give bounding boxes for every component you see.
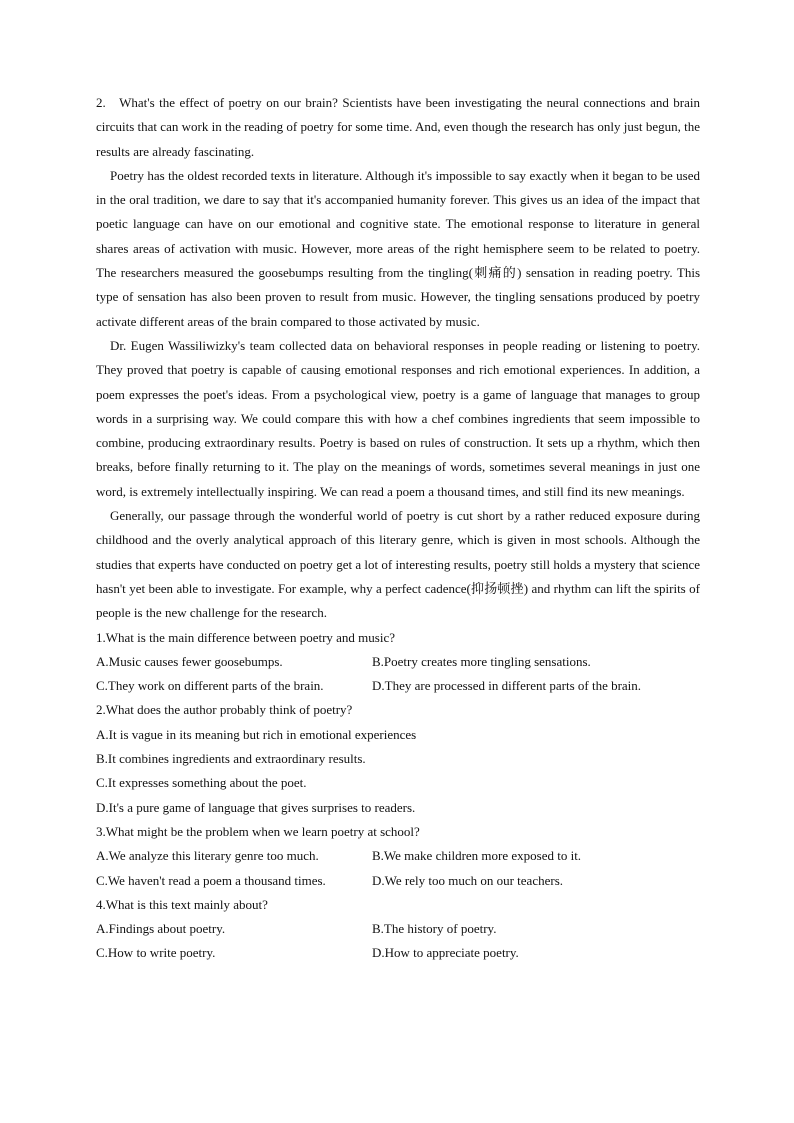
question-stem: 3.What might be the problem when we learn poetry at school? [96,823,420,839]
option-b: B.It combines ingredients and extraordinary results. [96,751,366,767]
reading-passage [96,91,700,626]
passage-paragraph-2: Poetry has the oldest recorded texts in literature. Although it's impossible to say exactly when it began to be used in the oral tradition, we dare to say that it's accompanied humanity forever. This gives us an idea of the impact that poetic language can have on our emotional and cognitive state. The emotional response to literature in general shares areas of activation with music. However, more areas of the right hemisphere seem to be related to poetry. The researchers measured the goosebumps resulting from the tingling(刺痛的) sensation in reading poetry. This type of sensation has also been proven to result from music. However, the tingling sensations produced by poetry activate different areas of the brain compared to those activated by music. [96,167,700,329]
option-b: B.The history of poetry. [372,921,497,937]
question-2 [96,698,700,819]
option-row [96,650,700,674]
option-c: C.They work on different parts of the brain. [96,678,324,694]
option-row [96,674,700,698]
option-c: C.How to write poetry. [96,945,216,961]
option-b: B.Poetry creates more tingling sensations. [372,653,591,669]
option-row [96,941,700,965]
option-a: A.We analyze this literary genre too much. [96,848,319,864]
option-d: D.How to appreciate poetry. [372,945,519,961]
option-d: D.They are processed in different parts of the brain. [372,678,642,694]
option-c: C.It expresses something about the poet. [96,775,307,791]
question-4 [96,893,700,966]
option-a: A.Music causes fewer goosebumps. [96,653,283,669]
question-stem: 1.What is the main difference between poetry and music? [96,629,396,645]
question-stem: 2.What does the author probably think of poetry? [96,702,353,718]
passage-paragraph-4: Generally, our passage through the wonderful world of poetry is cut short by a rather reduced exposure during childhood and the overly analytical approach of this literary genre, which is given in most schools. Although the studies that experts have conducted on poetry get a lot of interesting results, poetry still holds a mystery that science hasn't yet been able to investigate. For example, why a perfect cadence(抑扬顿挫) and rhythm can lift the spirits of people is the new challenge for the research. [96,508,700,621]
option-b: B.We make children more exposed to it. [372,848,582,864]
option-row [96,869,700,893]
question-stem: 4.What is this text mainly about? [96,896,268,912]
passage-paragraph-3: Dr. Eugen Wassiliwizky's team collected data on behavioral responses in people reading or listening to poetry. They proved that poetry is capable of causing emotional responses and rich emotional experiences. In addition, a poem expresses the poet's ideas. From a psychological view, poetry is a game of language that manages to group words in a surprising way. We could compare this with how a chef combines ingredients that seem impossible to combine, producing extraordinary results. Poetry is based on rules of construction. It sets up a rhythm, which then breaks, before finally returning to it. The play on the meanings of words, sometimes several meanings in just one word, is extremely intellectually inspiring. We can read a poem a thousand times, and still find its new meanings. [96,337,700,499]
question-3 [96,820,700,893]
passage-paragraph-1: 2. What's the effect of poetry on our brain? Scientists have been investigating the neural connections and brain circuits that can work in the reading of poetry for some time. And, even though the research has only just begun, the results are already fascinating. [96,95,700,159]
option-c: C.We haven't read a poem a thousand times. [96,872,326,888]
option-d: D.We rely too much on our teachers. [372,872,564,888]
option-row [96,844,700,868]
option-row [96,917,700,941]
question-1 [96,626,700,699]
option-a: A.Findings about poetry. [96,921,226,937]
option-d: D.It's a pure game of language that gives surprises to readers. [96,799,416,815]
option-a: A.It is vague in its meaning but rich in emotional experiences [96,726,417,742]
document-page [96,91,700,966]
